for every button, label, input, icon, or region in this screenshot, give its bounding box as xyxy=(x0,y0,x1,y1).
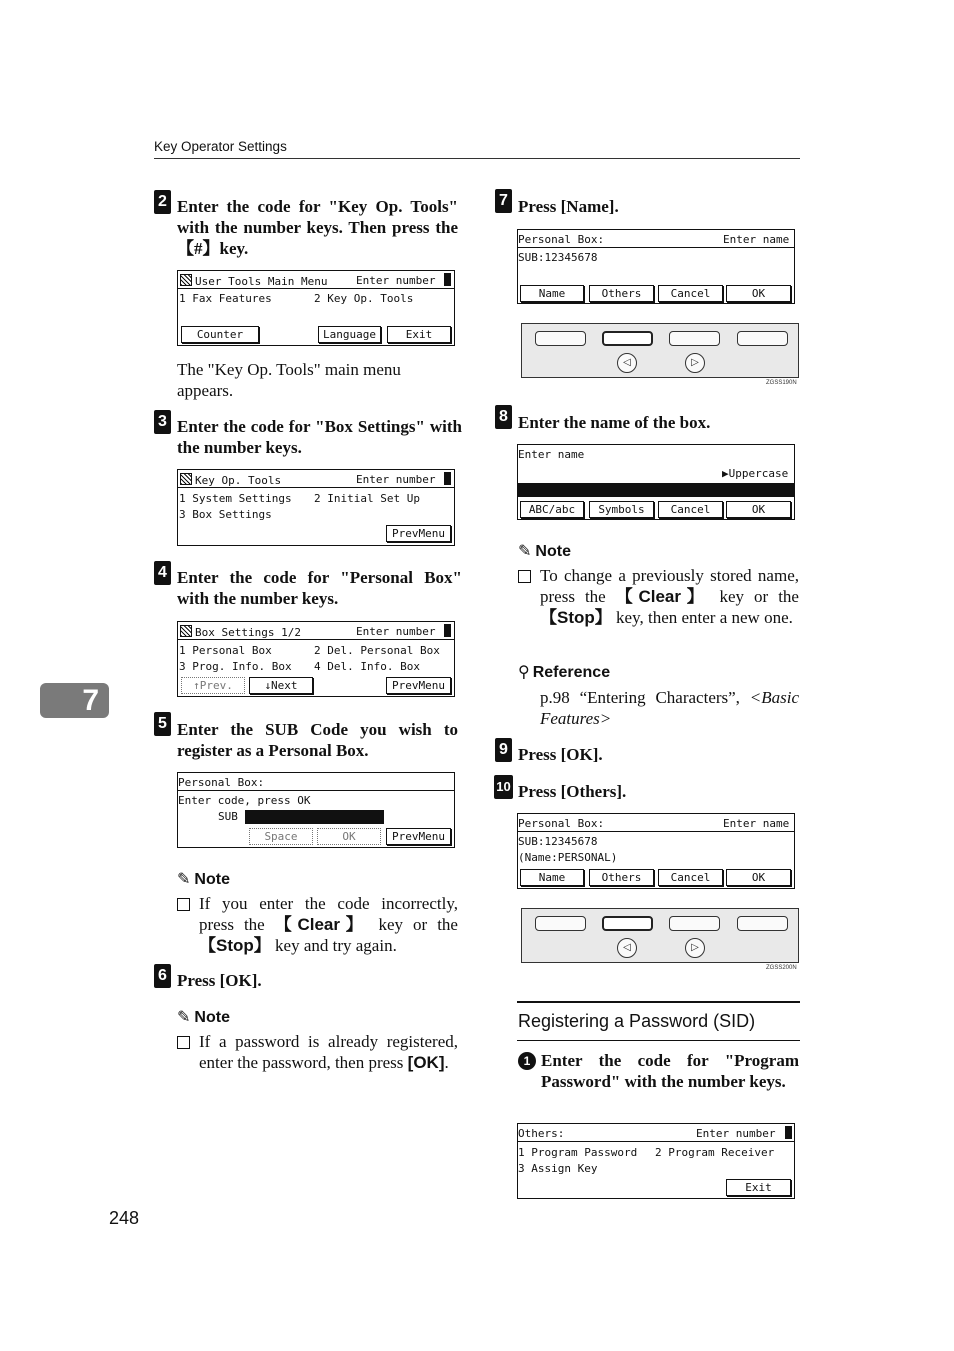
reference-text: p.98 “Entering Characters”, <Basic Features> xyxy=(540,688,799,728)
step-instruction: Press [OK]. xyxy=(177,971,262,990)
lcd-line: SUB xyxy=(218,810,238,823)
lcd-line: Personal Box: xyxy=(518,817,605,830)
step-number: 2 xyxy=(154,190,171,214)
lcd-line: Enter number xyxy=(356,473,436,486)
lcd-line: User Tools Main Menu xyxy=(195,275,328,288)
note-heading: ✎ Note xyxy=(518,541,571,560)
lcd-enter-name xyxy=(517,444,795,520)
menu-icon xyxy=(180,473,192,485)
control-panel xyxy=(521,323,799,378)
step-number: 9 xyxy=(495,738,512,762)
lcd-line: (Name:PERSONAL) xyxy=(518,851,618,864)
note-text: To change a previously stored name, press the 【Clear】 key or the 【Stop】 key, then enter a new one. xyxy=(518,565,799,628)
control-panel xyxy=(521,908,799,963)
menu-icon xyxy=(180,274,192,286)
header-rule xyxy=(154,158,800,159)
lcd-line: Personal Box: xyxy=(518,233,605,246)
lcd-line: 2 Program Receiver xyxy=(655,1146,775,1159)
lcd-divider xyxy=(178,790,454,791)
lcd-cursor xyxy=(444,273,451,286)
lcd-divider xyxy=(518,247,794,248)
lcd-personal-box-sub xyxy=(177,772,455,848)
sub-code-field[interactable] xyxy=(245,810,384,824)
left-arrow-icon[interactable]: ◁ xyxy=(617,353,637,373)
step-instruction: Enter the code for "Personal Box" with the number keys. xyxy=(177,568,462,608)
cancel-button[interactable]: Cancel xyxy=(658,869,723,886)
prevmenu-button[interactable]: PrevMenu xyxy=(386,828,451,845)
lcd-line: 1 Personal Box xyxy=(179,644,272,657)
note-text: If you enter the code incorrectly, press the 【Clear】 key or the 【Stop】 key and try again. xyxy=(177,893,458,956)
selection-key-3[interactable] xyxy=(669,916,720,931)
ok-button[interactable]: OK xyxy=(726,501,791,518)
selection-key-4[interactable] xyxy=(737,916,788,931)
lcd-line: 3 Box Settings xyxy=(179,508,272,521)
figure-code: ZGSS190N xyxy=(766,380,797,386)
step-number: 5 xyxy=(154,712,171,736)
others-button[interactable]: Others xyxy=(589,285,654,302)
ok-button[interactable]: OK xyxy=(726,869,791,886)
name-entry-field[interactable] xyxy=(518,483,794,497)
step-number: 10 xyxy=(494,775,513,799)
pencil-icon: ✎ xyxy=(177,869,191,888)
lcd-line: 4 Del. Info. Box xyxy=(314,660,420,673)
lcd-divider xyxy=(518,1141,794,1142)
prevmenu-button[interactable]: PrevMenu xyxy=(386,525,451,542)
lcd-line: 1 Program Password xyxy=(518,1146,638,1159)
note-text: If a password is already registered, enter the password, then press [OK]. xyxy=(177,1031,458,1073)
lcd-line: 2 Initial Set Up xyxy=(314,492,420,505)
selection-key-2[interactable] xyxy=(602,331,653,346)
lcd-divider xyxy=(178,487,454,488)
section-rule-top xyxy=(517,1001,800,1003)
lcd-line: Key Op. Tools xyxy=(195,474,282,487)
left-arrow-icon[interactable]: ◁ xyxy=(617,938,637,958)
exit-button[interactable]: Exit xyxy=(726,1179,791,1196)
ok-button[interactable]: OK xyxy=(317,828,381,845)
lcd-line: Enter name xyxy=(723,817,790,830)
checkbox-icon xyxy=(177,1036,190,1049)
pencil-icon: ✎ xyxy=(177,1007,191,1026)
chapter-tab: 7 xyxy=(40,683,109,718)
space-button[interactable]: Space xyxy=(249,828,313,845)
figure-code: ZGSS200N xyxy=(766,965,797,971)
lcd-user-tools xyxy=(177,270,455,346)
checkbox-icon xyxy=(177,898,190,911)
language-button[interactable]: Language xyxy=(318,326,381,343)
name-button[interactable]: Name xyxy=(520,285,584,302)
abc-abc-button[interactable]: ABC/abc xyxy=(520,501,584,518)
section-rule-bottom xyxy=(517,1040,800,1041)
symbols-button[interactable]: Symbols xyxy=(589,501,654,518)
lcd-line: 2 Del. Personal Box xyxy=(314,644,440,657)
lcd-line: Personal Box: xyxy=(178,776,265,789)
lcd-line: 1 System Settings xyxy=(179,492,292,505)
note-heading: ✎ Note xyxy=(177,1007,230,1026)
lcd-cursor xyxy=(444,472,451,485)
selection-key-1[interactable] xyxy=(535,331,586,346)
step-instruction: Enter the code for "Program Password" with the number keys. xyxy=(541,1051,799,1091)
lcd-box-settings xyxy=(177,621,455,697)
name-button[interactable]: Name xyxy=(520,869,584,886)
ok-button[interactable]: OK xyxy=(726,285,791,302)
note-heading: ✎ Note xyxy=(177,869,230,888)
selection-key-3[interactable] xyxy=(669,331,720,346)
page-number: 248 xyxy=(109,1208,140,1228)
lcd-line: Box Settings 1/2 xyxy=(195,626,301,639)
running-header: Key Operator Settings xyxy=(154,139,287,154)
step-instruction: Enter the code for "Key Op. Tools" with the number keys. Then press the【#】key. xyxy=(177,197,458,258)
lcd-cursor xyxy=(785,1126,792,1139)
cancel-button[interactable]: Cancel xyxy=(658,501,723,518)
lcd-line: Enter name xyxy=(518,448,585,461)
lcd-personal-box-others xyxy=(517,813,795,889)
step-result: The "Key Op. Tools" main menu appears. xyxy=(177,360,401,400)
lcd-line: 3 Assign Key xyxy=(518,1162,598,1175)
lcd-cursor xyxy=(444,624,451,637)
lcd-line: Enter code, press OK xyxy=(178,794,311,807)
reference-heading: ⚲ Reference xyxy=(518,662,611,681)
substep-number: 1 xyxy=(518,1052,536,1070)
step-instruction: Press [Others]. xyxy=(518,782,627,801)
lcd-divider xyxy=(178,288,454,289)
step-instruction: Enter the code for "Box Settings" with the number keys. xyxy=(177,417,462,457)
step-number: 8 xyxy=(495,405,512,429)
exit-button[interactable]: Exit xyxy=(387,326,451,343)
lcd-line: 2 Key Op. Tools xyxy=(314,292,414,305)
pencil-icon: ✎ xyxy=(518,541,532,560)
prev-button[interactable]: ↑Prev. xyxy=(181,677,245,694)
selection-key-1[interactable] xyxy=(535,916,586,931)
lcd-others-menu xyxy=(517,1123,795,1199)
next-button[interactable]: ↓Next xyxy=(249,677,313,694)
lcd-line: Enter number xyxy=(356,625,436,638)
step-instruction: Press [OK]. xyxy=(518,745,603,764)
step-number: 3 xyxy=(154,410,171,434)
selection-key-2[interactable] xyxy=(602,916,653,931)
step-number: 7 xyxy=(495,189,512,213)
step-instruction: Press [Name]. xyxy=(518,197,619,216)
right-arrow-icon[interactable]: ▷ xyxy=(685,353,705,373)
lcd-line: Others: xyxy=(518,1127,565,1140)
lcd-line: Enter name xyxy=(723,233,790,246)
counter-button[interactable]: Counter xyxy=(181,326,259,343)
lcd-divider xyxy=(518,831,794,832)
others-button[interactable]: Others xyxy=(589,869,654,886)
step-instruction: Enter the name of the box. xyxy=(518,413,711,432)
magnifier-icon: ⚲ xyxy=(518,662,530,681)
menu-icon xyxy=(180,625,192,637)
lcd-line: Enter number xyxy=(356,274,436,287)
checkbox-icon xyxy=(518,570,531,583)
selection-key-4[interactable] xyxy=(737,331,788,346)
prevmenu-button[interactable]: PrevMenu xyxy=(386,677,451,694)
cancel-button[interactable]: Cancel xyxy=(658,285,723,302)
lcd-line: 3 Prog. Info. Box xyxy=(179,660,292,673)
step-number: 6 xyxy=(154,964,171,988)
lcd-line: ▶Uppercase xyxy=(722,467,789,480)
section-title: Registering a Password (SID) xyxy=(518,1011,756,1031)
lcd-key-op-tools xyxy=(177,469,455,546)
lcd-personal-box-name xyxy=(517,229,795,304)
lcd-line: Enter number xyxy=(696,1127,776,1140)
lcd-line: SUB:12345678 xyxy=(518,835,598,848)
step-number: 4 xyxy=(154,561,171,585)
lcd-line: 1 Fax Features xyxy=(179,292,272,305)
step-instruction: Enter the SUB Code you wish to register as a Personal Box. xyxy=(177,720,458,760)
right-arrow-icon[interactable]: ▷ xyxy=(685,938,705,958)
lcd-divider xyxy=(178,639,454,640)
lcd-line: SUB:12345678 xyxy=(518,251,598,264)
